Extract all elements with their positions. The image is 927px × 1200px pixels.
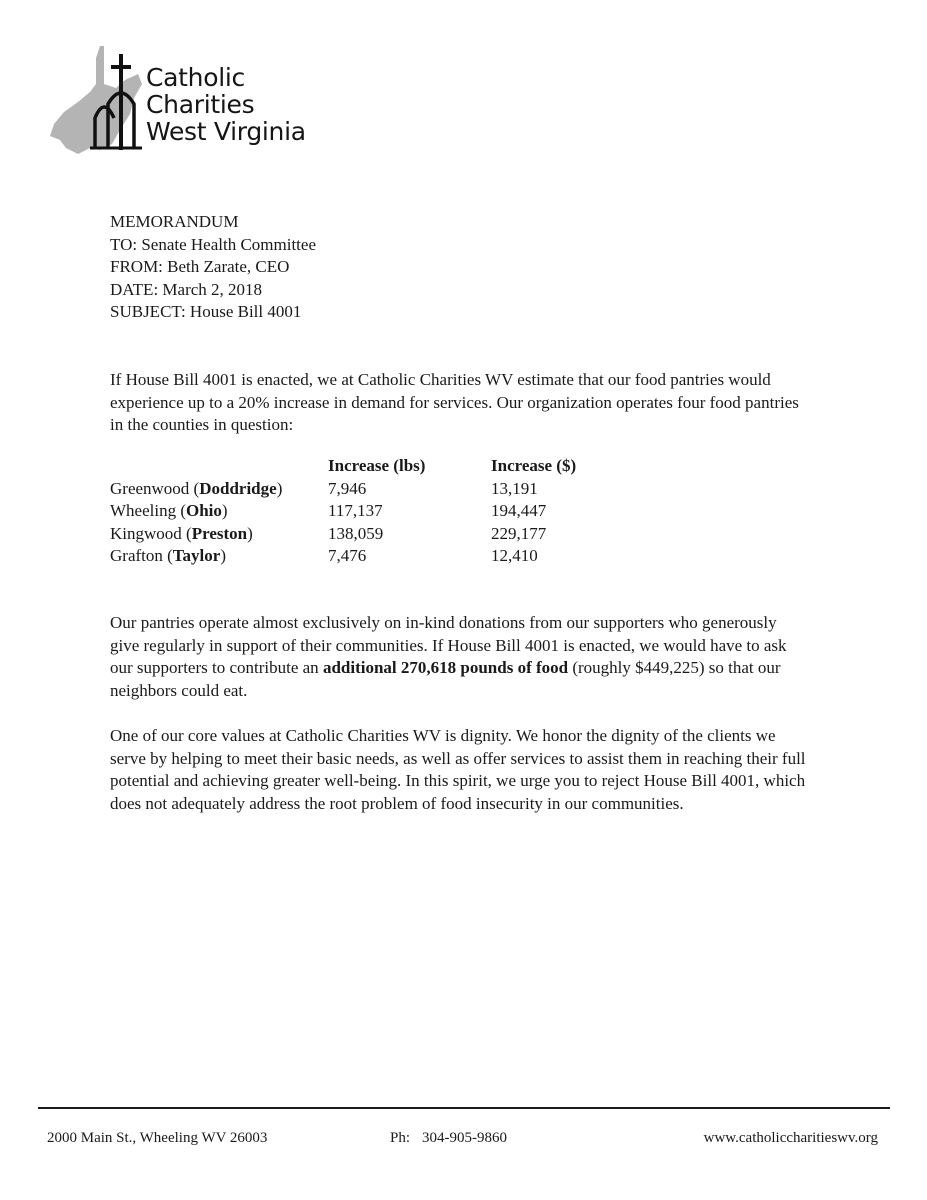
county-name: Taylor [172, 546, 221, 566]
donations-text: Our pantries operate almost exclusively on in-kind donations from our supporters who generously give regularly in support of their communities. If House Bill 4001 is enacted, we would have to ask our supporters to contribute an [110, 613, 787, 678]
wv-state-cross-icon [50, 44, 150, 159]
increase-dollars-value: 12,410 [491, 546, 538, 566]
pantry-location: Wheeling (Ohio) [110, 501, 228, 521]
intro-paragraph: If House Bill 4001 is enacted, we at Catholic Charities WV estimate that our food pantries would experience up to a 20% increase in demand for services. Our organization operates four food pantries in the counties in question: [110, 370, 799, 435]
org-name-line: West Virginia [146, 117, 306, 146]
letterhead-logo [50, 44, 350, 164]
increase-lbs-value: 7,476 [328, 546, 367, 566]
county-name: Preston [191, 523, 248, 543]
county-name: Doddridge [199, 478, 277, 498]
donations-text-end: (roughly $449,225) so that our neighbors could eat. [110, 658, 781, 700]
increase-lbs-value: 117,137 [328, 501, 383, 521]
donations-paragraph [110, 612, 810, 702]
increase-lbs-value: 138,059 [328, 523, 384, 543]
memo-date: DATE: March 2, 2018 [110, 279, 263, 299]
memo-title: MEMORANDUM [110, 212, 239, 231]
pantry-location: Grafton (Taylor) [110, 546, 226, 566]
increase-dollars-value: 13,191 [491, 478, 538, 498]
pantry-location: Kingwood (Preston) [110, 523, 253, 543]
memo-to: TO: Senate Health Committee [110, 234, 317, 254]
footer-phone [390, 1130, 507, 1147]
memo-header [110, 211, 316, 324]
footer-address: 2000 Main St., Wheeling WV 26003 [47, 1130, 268, 1146]
phone-number: 304-905-9860 [422, 1130, 508, 1146]
increase-dollars-value: 229,177 [491, 523, 547, 543]
org-name [146, 64, 306, 145]
footer-divider [38, 1107, 890, 1109]
header-increase-lbs: Increase (lbs) [328, 456, 426, 475]
memo-subject: SUBJECT: House Bill 4001 [110, 302, 302, 322]
org-name-line: Charities [146, 90, 255, 119]
footer-website: www.catholiccharitieswv.org [703, 1130, 878, 1146]
pantry-location: Greenwood (Doddridge) [110, 478, 283, 498]
phone-label: Ph: [390, 1130, 411, 1146]
memo-from: FROM: Beth Zarate, CEO [110, 257, 290, 277]
org-name-line: Catholic [146, 63, 245, 92]
dignity-paragraph: One of our core values at Catholic Charities WV is dignity. We honor the dignity of the clients we serve by helping to meet their basic needs, as well as offer services to assist them in reaching their full potential and achieving greater well-being. In this spirit, we urge you to reject House Bill 4001, which does not adequately address the root problem of food insecurity in our communities. [110, 726, 806, 813]
county-name: Ohio [186, 501, 222, 521]
increase-lbs-value: 7,946 [328, 478, 367, 498]
additional-food-highlight: additional 270,618 pounds of food [322, 658, 569, 678]
increase-dollars-value: 194,447 [491, 501, 547, 521]
header-increase-dollars: Increase ($) [491, 456, 577, 475]
